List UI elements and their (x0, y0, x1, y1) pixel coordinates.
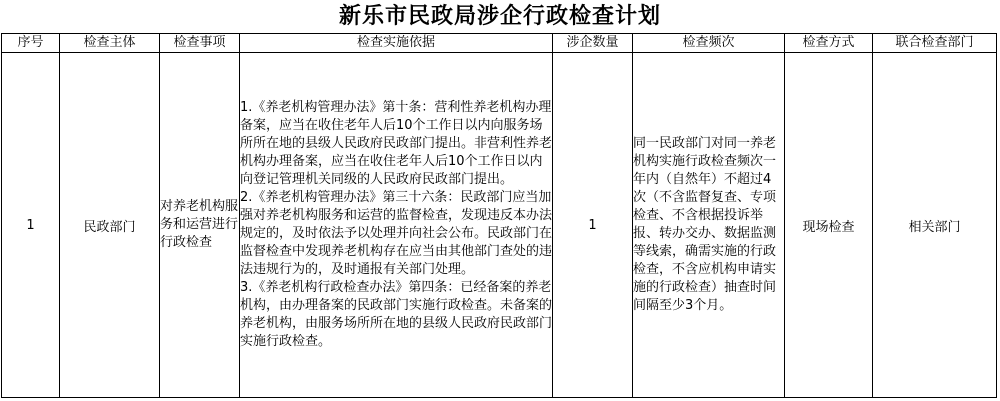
column-header-method: 检查方式 (785, 34, 873, 53)
column-header-matter: 检查事项 (160, 34, 240, 53)
cell-subject: 民政部门 (60, 53, 160, 398)
column-header-frequency: 检查频次 (633, 34, 785, 53)
cell-frequency: 同一民政部门对同一养老机构实施行政检查频次一年内（自然年）不超过4次（不含监督复查、专项检查、不含根据投诉举报、转办交办、数据监测等线索，确需实施的行政检查，不含应机构申请实施的行政检查）抽查时间间隔至少3个月。 (633, 53, 785, 398)
cell-joint: 相关部门 (873, 53, 997, 398)
table-row (2, 53, 997, 398)
column-header-basis: 检查实施依据 (240, 34, 553, 53)
column-header-index: 序号 (2, 34, 60, 53)
cell-method: 现场检查 (785, 53, 873, 398)
document-title: 新乐市民政局涉企行政检查计划 (338, 3, 661, 29)
cell-count: 1 (553, 53, 633, 398)
basis-clause-1: 1.《养老机构管理办法》第十条：营利性养老机构办理备案，应当在收住老年人后10个工作日以内向服务场所所在地的县级人民政府民政部门提出。非营利性养老机构办理备案，应当在收住老年人后10个工作日以内向登记管理机关同级的人民政府民政部门提出。 (240, 100, 553, 187)
column-header-joint: 联合检查部门 (873, 34, 997, 53)
table-header-row (2, 34, 997, 53)
basis-clause-3: 3.《养老机构行政检查办法》第四条：已经备案的养老机构，由办理备案的民政部门实施行政检查。未备案的养老机构，由服务场所所在地的县级人民政府民政部门实施行政检查。 (240, 280, 553, 349)
cell-matter: 对养老机构服务和运营进行行政检查 (160, 53, 240, 398)
inspection-plan-table (1, 33, 997, 398)
column-header-count: 涉企数量 (553, 34, 633, 53)
cell-basis (240, 53, 553, 398)
column-header-subject: 检查主体 (60, 34, 160, 53)
basis-clause-2: 2.《养老机构管理办法》第三十六条：民政部门应当加强对养老机构服务和运营的监督检查，发现违反本办法规定的，及时依法予以处理并向社会公布。民政部门在监督检查中发现养老机构存在应当由其他部门查处的违法违规行为的，及时通报有关部门处理。 (240, 190, 553, 277)
cell-index: 1 (2, 53, 60, 398)
